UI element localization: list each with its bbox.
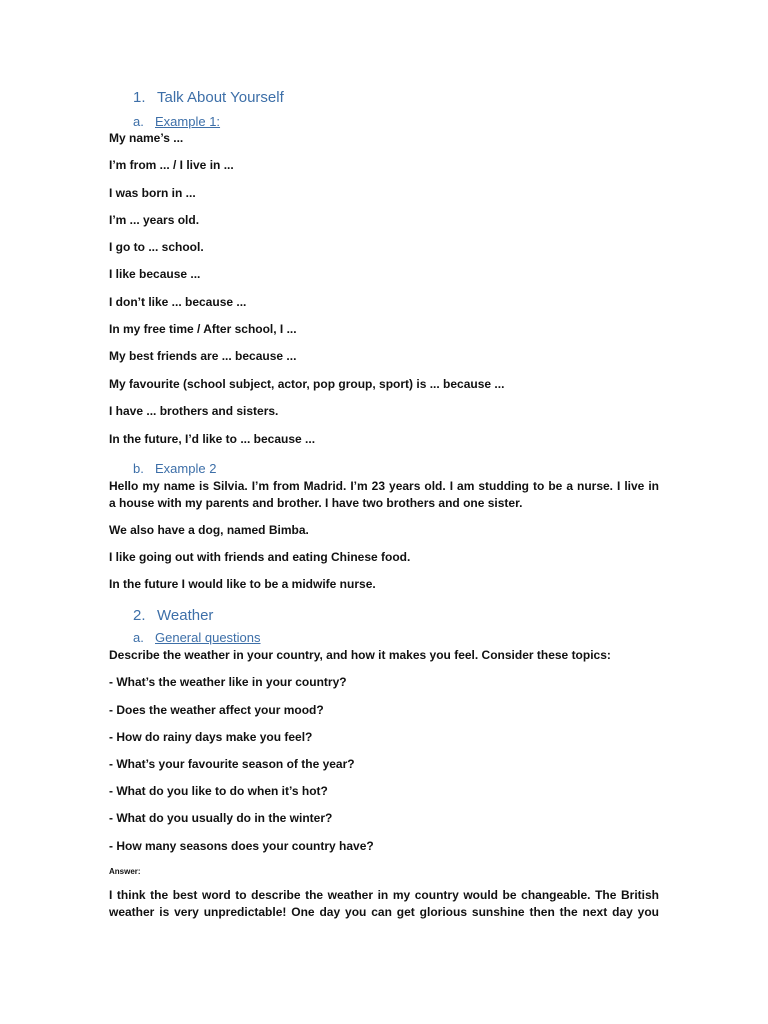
example-1-line: My favourite (school subject, actor, pop group, sport) is ... because ... bbox=[109, 377, 505, 391]
example-1-line: I go to ... school. bbox=[109, 240, 204, 254]
general-questions-heading bbox=[133, 630, 261, 645]
weather-question: - Does the weather affect your mood? bbox=[109, 703, 324, 717]
example-1-line: My best friends are ... because ... bbox=[109, 349, 297, 363]
sub-label: Example 2 bbox=[155, 461, 217, 476]
paragraph-line: a house with my parents and brother. I have two brothers and one sister. bbox=[109, 496, 523, 510]
sub-letter: a. bbox=[133, 630, 144, 645]
section-1-heading bbox=[133, 89, 284, 106]
example-1-line: I like because ... bbox=[109, 267, 201, 281]
section-title: Talk About Yourself bbox=[157, 89, 284, 106]
paragraph-line: Hello my name is Silvia. I’m from Madrid. I’m 23 years old. I am studding to be a nurse. I live in bbox=[109, 479, 659, 493]
example-2-line: I like going out with friends and eating Chinese food. bbox=[109, 550, 411, 564]
answer-label: Answer: bbox=[109, 867, 141, 876]
example-1-line: I was born in ... bbox=[109, 186, 196, 200]
sub-label: Example 1: bbox=[155, 114, 221, 129]
paragraph-line: I think the best word to describe the weather in my country would be changeable. The British bbox=[109, 888, 659, 902]
example-1-heading bbox=[133, 114, 220, 129]
section-title: Weather bbox=[157, 607, 214, 624]
paragraph-line: weather is very unpredictable! One day you can get glorious sunshine then the next day you bbox=[109, 905, 659, 919]
example-1-line: I don’t like ... because ... bbox=[109, 295, 247, 309]
example-2-line: We also have a dog, named Bimba. bbox=[109, 523, 309, 537]
weather-question: - What’s the weather like in your country? bbox=[109, 675, 347, 689]
answer-paragraph bbox=[109, 887, 659, 921]
example-2-heading bbox=[133, 461, 216, 476]
example-1-line: I’m from ... / I live in ... bbox=[109, 158, 234, 172]
sub-label: General questions bbox=[155, 630, 261, 645]
example-1-line: In the future, I’d like to ... because ... bbox=[109, 432, 316, 446]
sub-letter: a. bbox=[133, 114, 144, 129]
example-1-line: I’m ... years old. bbox=[109, 213, 200, 227]
weather-question: - What’s your favourite season of the year? bbox=[109, 757, 355, 771]
example-1-line: I have ... brothers and sisters. bbox=[109, 404, 279, 418]
section-number: 2. bbox=[133, 607, 146, 624]
example-1-line: My name’s ... bbox=[109, 131, 184, 145]
section-2-heading bbox=[133, 607, 213, 624]
example-2-line: In the future I would like to be a midwife nurse. bbox=[109, 577, 376, 591]
section-number: 1. bbox=[133, 89, 146, 106]
weather-intro: Describe the weather in your country, and how it makes you feel. Consider these topics: bbox=[109, 648, 611, 662]
weather-question: - What do you usually do in the winter? bbox=[109, 811, 333, 825]
example-2-paragraph bbox=[109, 478, 659, 512]
weather-question: - What do you like to do when it’s hot? bbox=[109, 784, 328, 798]
weather-question: - How many seasons does your country have? bbox=[109, 839, 374, 853]
weather-question: - How do rainy days make you feel? bbox=[109, 730, 313, 744]
sub-letter: b. bbox=[133, 461, 144, 476]
example-1-line: In my free time / After school, I ... bbox=[109, 322, 297, 336]
